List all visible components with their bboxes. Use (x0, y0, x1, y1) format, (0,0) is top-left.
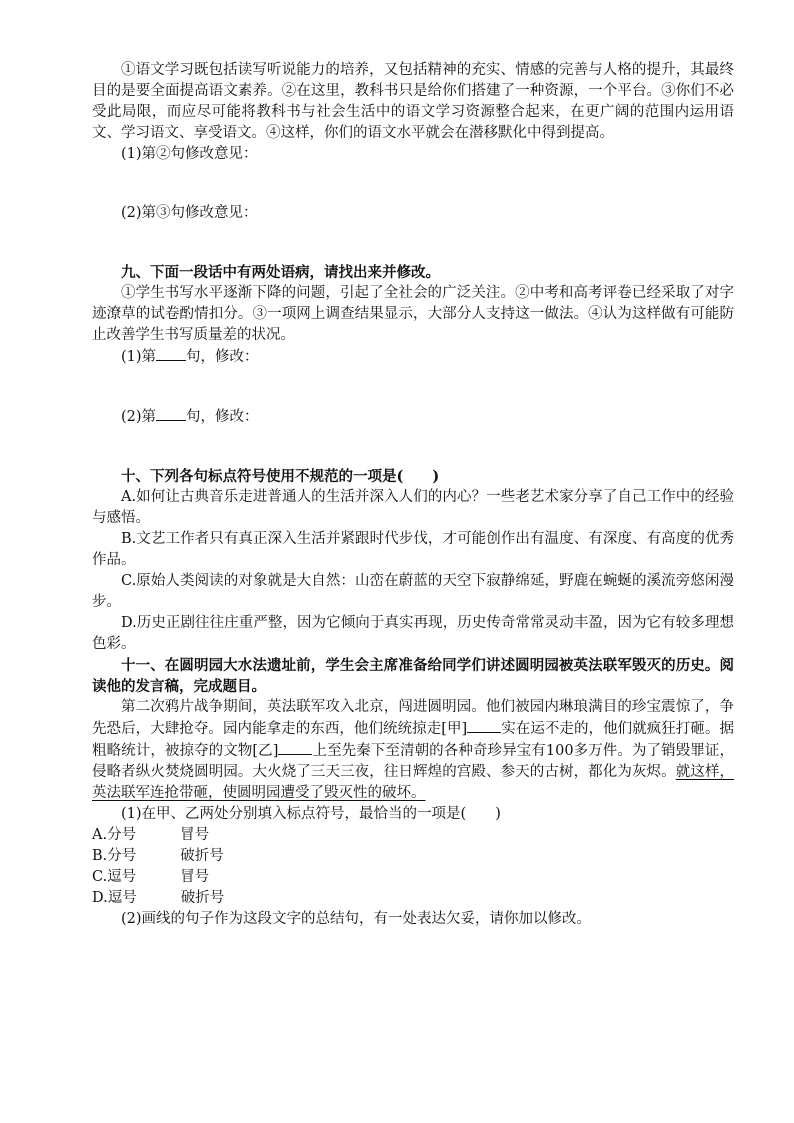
s10-option-c: C.原始人类阅读的对象就是大自然：山峦在蔚蓝的天空下寂静绵延，野鹿在蜿蜒的溪流旁悠闲漫步。 (92, 573, 734, 610)
s11-paragraph (92, 697, 734, 804)
s11-option-c (92, 867, 734, 888)
option-first: C.逗号 (92, 869, 137, 885)
s10-option-d: D.历史正剧往往庄重严整，因为它倾向于真实再现，历史传奇常常灵动丰盈，因为它有较多理想色彩。 (92, 615, 734, 652)
s11-option-b (92, 846, 734, 867)
s11-question-1: (1)在甲、乙两处分别填入标点符号，最恰当的一项是( ) (121, 806, 501, 822)
s11-option-a (92, 825, 734, 846)
s9-heading: 九、下面一段话中有两处语病，请找出来并修改。 (121, 264, 440, 281)
option-second: 冒号 (180, 869, 210, 885)
s10-option-a: A.如何让古典音乐走进普通人的生活并深入人们的内心？一些老艺术家分享了自己工作中的经验与感悟。 (92, 489, 734, 526)
option-first: B.分号 (92, 848, 137, 864)
s8-question-2: (2)第③句修改意见： (121, 205, 258, 221)
s9-question-1 (92, 346, 734, 368)
s11-para-part-1: 第二次鸦片战争期间，英法联军攻入北京，闯进圆明园。他们被园内琳琅满目的珍宝震惊了，争先恐后，大肆抢夺。园内能拿走的东西，他们统统掠走[甲] (92, 699, 734, 737)
option-second: 冒号 (180, 827, 210, 843)
s8-question-1: (1)第②句修改意见： (121, 146, 258, 162)
s9-q1-suffix: 句，修改： (186, 349, 259, 365)
s11-para-part-2: 实在运不走的，他们就疯狂打砸。据粗略统计，被掠夺的文物[乙] (92, 721, 735, 759)
document-page (92, 60, 734, 930)
s9-paragraph: ①学生书写水平逐渐下降的问题，引起了全社会的广泛关注。②中考和高考评卷已经采取了对字迹潦草的试卷酌情扣分。③一项网上调查结果显示，大部分人支持这一做法。④认为这样做有可能防止改善学生书写质量差的状况。 (92, 285, 734, 343)
s10-heading: 十、下列各句标点符号使用不规范的一项是( ) (121, 468, 440, 485)
s11-heading: 十一、在圆明园大水法遗址前，学生会主席准备给同学们讲述圆明园被英法联军毁灭的历史。阅读他的发言稿，完成题目。 (92, 657, 734, 695)
s9-q2-prefix: (2)第 (121, 409, 157, 425)
blank-jia[interactable] (467, 718, 501, 733)
s11-question-2: (2)画线的句子作为这段文字的总结句，有一处表达欠妥，请你加以修改。 (121, 911, 592, 927)
s9-q1-prefix: (1)第 (121, 349, 157, 365)
s9-question-2 (92, 406, 734, 428)
blank-yi[interactable] (278, 740, 312, 755)
s10-option-b: B.文艺工作者只有真正深入生活并紧跟时代步伐，才可能创作出有温度、有深度、有高度的优秀作品。 (92, 531, 734, 568)
s8-paragraph: ①语文学习既包括读写听说能力的培养，又包括精神的充实、情感的完善与人格的提升，其最终目的是要全面提高语文素养。②在这里，教科书只是给你们搭建了一种资源，一个平台。③你们不必受此局限，而应尽可能将教科书与社会生活中的语文学习资源整合起来，在更广阔的范围内运用语文、学习语文、享受语文。④这样，你们的语文水平就会在潜移默化中得到提高。 (92, 62, 734, 141)
option-first: A.分号 (92, 827, 137, 843)
option-second: 破折号 (180, 890, 225, 906)
answer-blank[interactable] (156, 406, 186, 421)
s11-underlined-sentence: 就这样，英法联军连抢带砸，使圆明园遭受了毁灭性的破坏。 (92, 764, 734, 801)
s9-q2-suffix: 句，修改： (186, 409, 259, 425)
option-second: 破折号 (180, 848, 224, 864)
answer-blank[interactable] (156, 346, 186, 361)
s11-option-d (92, 888, 734, 909)
option-first: D.逗号 (92, 890, 137, 906)
s11-para-part-3: 上至先秦下至清朝的各种奇珍异宝有100多万件。为了销毁罪证，侵略者纵火焚烧圆明园。大火烧了三天三夜，往日辉煌的宫殿、参天的古树，都化为灰烬。 (92, 743, 734, 780)
